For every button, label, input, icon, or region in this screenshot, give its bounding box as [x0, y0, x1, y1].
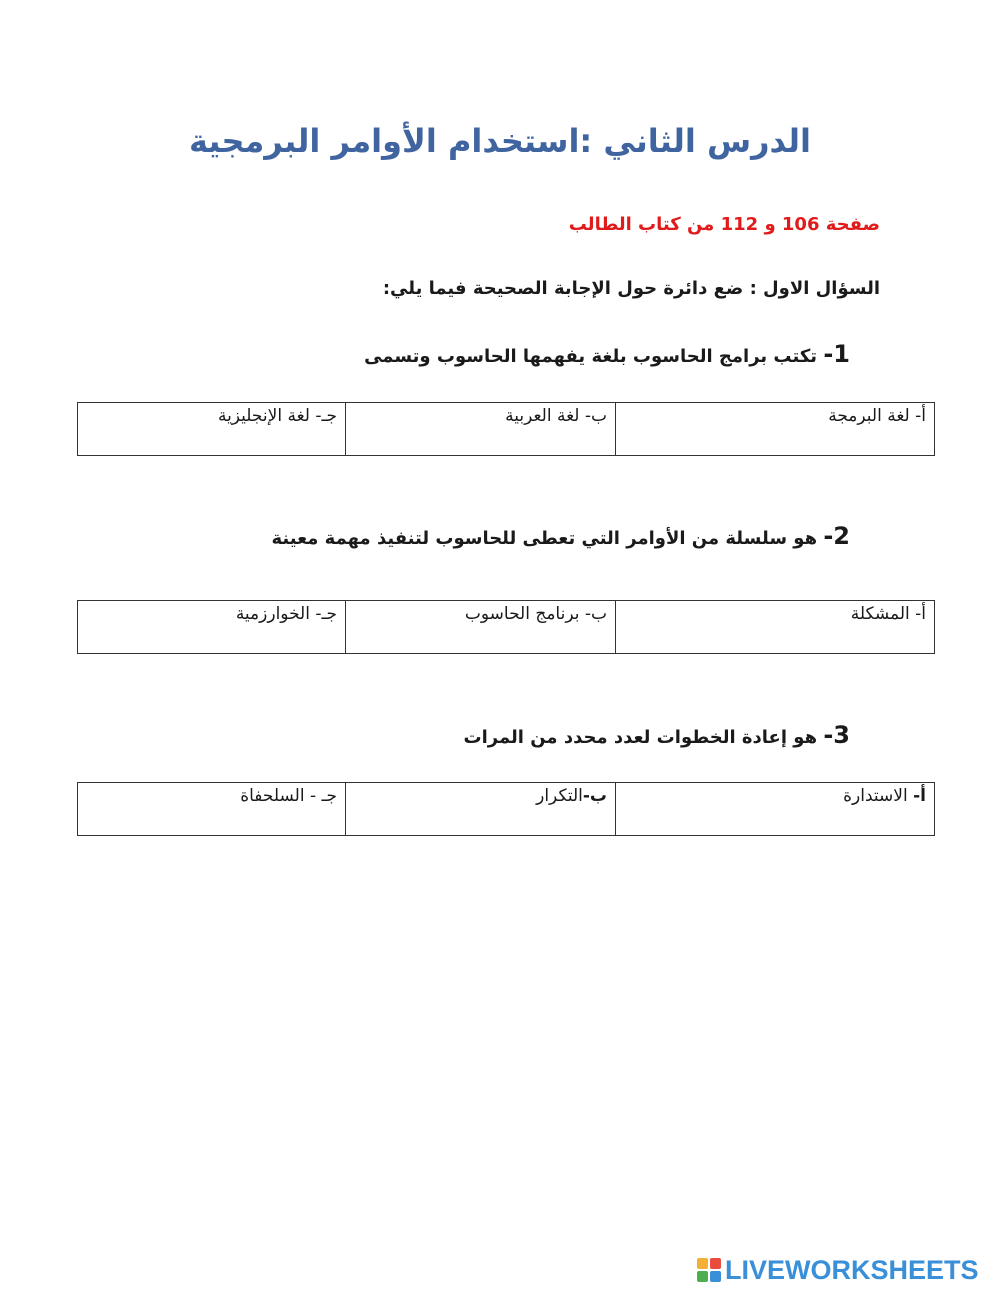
brand-text: LIVEWORKSHEETS	[725, 1254, 979, 1285]
option-label: جـ- لغة الإنجليزية	[217, 406, 337, 426]
option-label: ب- لغة العربية	[505, 406, 607, 426]
question-1-text: تكتب برامج الحاسوب بلغة يفهمها الحاسوب وتسمى	[364, 346, 824, 367]
page-reference: صفحة 106 و 112 من كتاب الطالب	[568, 214, 880, 235]
option-letter: ب-	[582, 786, 607, 806]
question-1-option-a[interactable]	[616, 403, 935, 456]
logo-square-3	[697, 1271, 708, 1282]
option-letter: أ-	[913, 786, 926, 806]
question-2-number: 2-	[823, 522, 850, 550]
option-label: التكرار	[536, 786, 583, 806]
question-1-option-b[interactable]	[346, 403, 616, 456]
liveworksheets-brand[interactable]	[697, 1254, 979, 1286]
option-label: أ- المشكلة	[850, 604, 926, 624]
question-3-option-c[interactable]	[78, 783, 346, 836]
question-1-number: 1-	[823, 340, 850, 368]
question-2	[272, 522, 851, 550]
option-label: جـ - السلحفاة	[240, 786, 337, 806]
question-3-options	[77, 782, 935, 836]
question-3-option-a[interactable]	[616, 783, 935, 836]
liveworksheets-logo-icon	[697, 1258, 721, 1282]
question-3-text: هو إعادة الخطوات لعدد محدد من المرات	[463, 727, 824, 748]
question-3-option-b[interactable]	[346, 783, 616, 836]
question-1	[364, 340, 850, 368]
option-label: الاستدارة	[843, 786, 914, 806]
option-label: ب- برنامج الحاسوب	[464, 604, 607, 624]
logo-square-1	[697, 1258, 708, 1269]
page-title: الدرس الثاني :استخدام الأوامر البرمجية	[189, 122, 811, 160]
option-label: أ- لغة البرمجة	[828, 406, 926, 426]
question-2-option-b[interactable]	[346, 601, 616, 654]
question-1-options	[77, 402, 935, 456]
question-1-option-c[interactable]	[78, 403, 346, 456]
question-3	[464, 721, 850, 749]
question-3-number: 3-	[823, 721, 850, 749]
logo-square-2	[710, 1258, 721, 1269]
question-2-option-c[interactable]	[78, 601, 346, 654]
question-2-options	[77, 600, 935, 654]
question-instruction: السؤال الاول : ضع دائرة حول الإجابة الصحيحة فيما يلي:	[382, 278, 880, 299]
option-label: جـ- الخوارزمية	[235, 604, 337, 624]
question-2-option-a[interactable]	[616, 601, 935, 654]
logo-square-4	[710, 1271, 721, 1282]
question-2-text: هو سلسلة من الأوامر التي تعطى للحاسوب لتنفيذ مهمة معينة	[271, 528, 824, 549]
